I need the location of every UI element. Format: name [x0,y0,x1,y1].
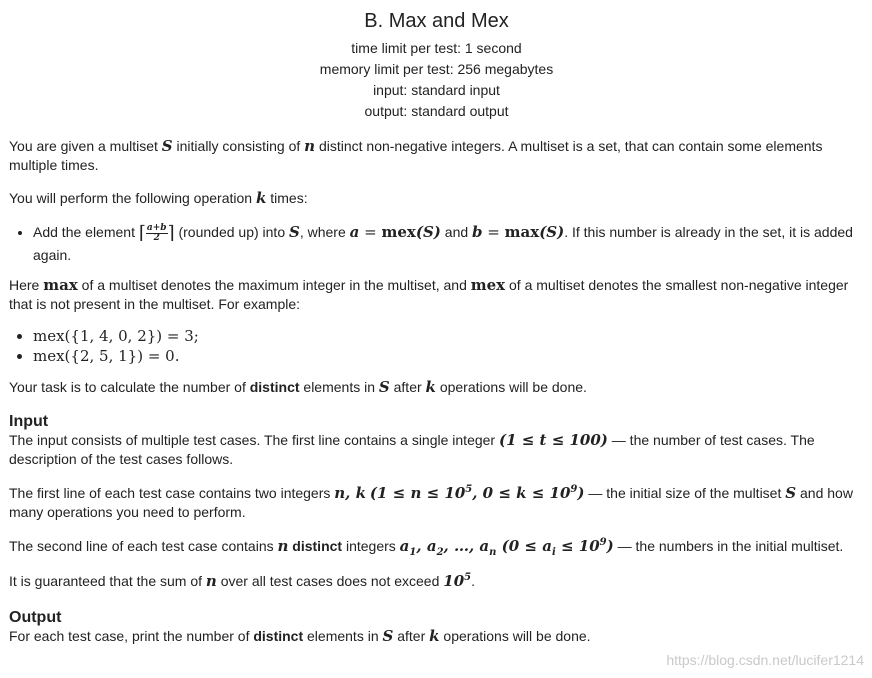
operation-list [9,221,864,266]
statement-paragraph-1: You are given a multiset S initially consisting of n distinct non-negative integers. A multiset is a set, that can contain some elements multiple times. [9,137,823,173]
input-paragraph-3: The second line of each test case contains n distinct integers $a_1$, $a_2$, …, $a_n$ $(0 \le a_i \le 10^9)$ — the numbers in the initial multiset. [9,537,844,559]
list-item: • mex({1, 4, 0, 2}) = 3; [33,326,864,346]
list-item: • mex({2, 5, 1}) = 0. [33,346,864,366]
problem-properties [9,38,864,122]
memory-limit: memory limit per test: 256 megabytes [319,61,554,77]
input-file: input: standard input [373,82,500,98]
time-limit: time limit per test: 1 second [351,40,522,56]
output-file: output: standard output [364,103,509,119]
example-list [9,326,864,366]
problem-title: B. Max and Mex [364,10,509,32]
input-paragraph-2: The first line of each test case contains two integers n, k ($1 \le n \le 10^5$, $0 \le k \le 10^9$) — the initial size of the multiset S and how many operations you need to perform. [9,484,853,521]
statement-paragraph-4: Your task is to calculate the number of distinct elements in S after k operations will be done. [9,378,587,397]
statement-paragraph-3: Here max of a multiset denotes the maximum integer in the multiset, and mex of a multiset denotes the smallest non-negative integer that is not present in the multiset. For example: [9,276,849,313]
output-heading: Output [9,609,62,627]
fraction: $\frac{a+b}{2}$ [146,222,167,243]
list-item: • Add the element ⌈ $\frac{a+b}{2}$ ⌉ (rounded up) into S, where a = mex(S) and b = max(S). If this number is already in the set, it is added again. [33,221,864,266]
watermark: https://blog.csdn.net/lucifer1214 [666,652,864,668]
output-paragraph-1: For each test case, print the number of distinct elements in S after k operations will be done. [9,627,591,646]
problem-statement [0,9,872,646]
input-paragraph-1: The input consists of multiple test cases. The first line contains a single integer (1 ≤ t ≤ 100) — the number of test cases. The description of the test cases follows. [9,431,815,468]
statement-paragraph-2: You will perform the following operation k times: [9,189,308,207]
input-heading: Input [9,413,49,431]
input-paragraph-4: It is guaranteed that the sum of n over all test cases does not exceed $10^5$. [9,572,476,591]
